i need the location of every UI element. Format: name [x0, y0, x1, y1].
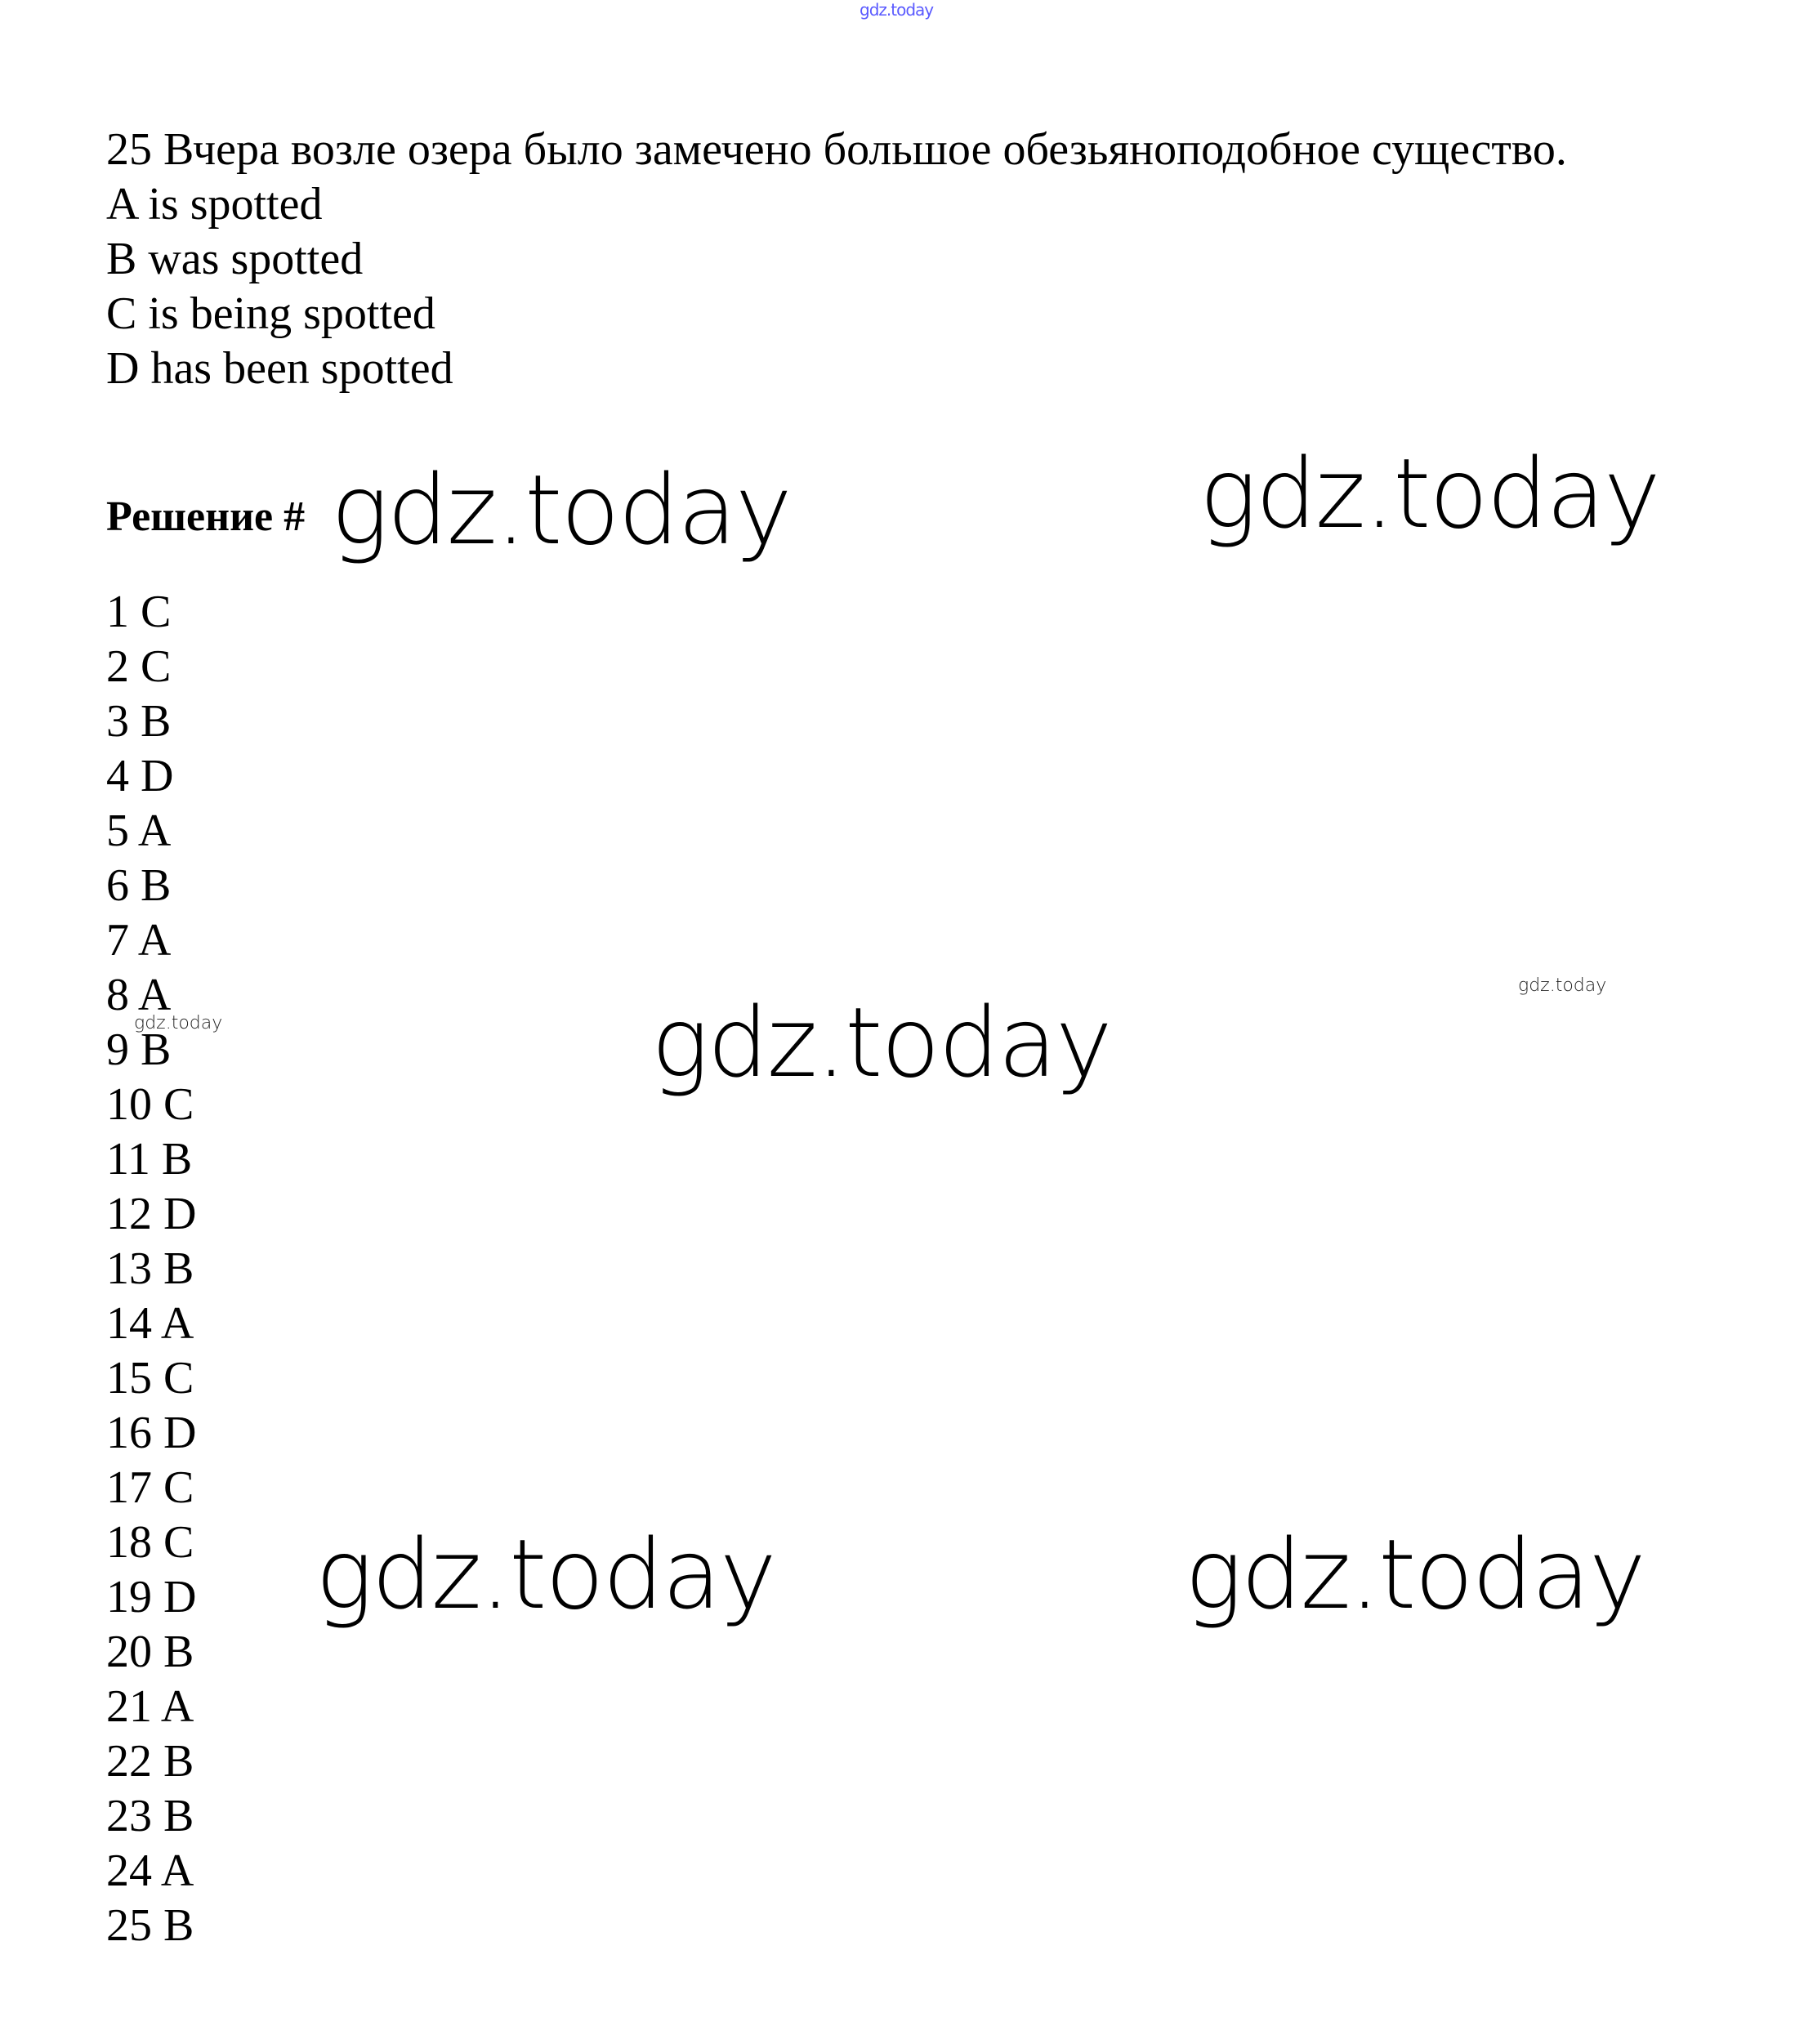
answer-item: 23 B [106, 1791, 194, 1841]
answer-item: 9 B [106, 1024, 172, 1075]
answer-item: 18 C [106, 1517, 194, 1568]
answer-item: 25 B [106, 1900, 194, 1951]
answer-item: 15 C [106, 1353, 194, 1404]
watermark-bottom-left: gdz.today [315, 1518, 775, 1631]
answer-item: 2 C [106, 641, 172, 692]
answer-item: 19 D [106, 1572, 197, 1622]
answer-item: 11 B [106, 1134, 193, 1185]
answer-item: 20 B [106, 1627, 194, 1677]
answer-item: 17 C [106, 1462, 194, 1513]
answer-item: 16 D [106, 1408, 197, 1458]
question-block [106, 123, 1567, 396]
option-d: D has been spotted [106, 343, 453, 394]
answer-item: 8 A [106, 970, 172, 1020]
watermark-small-left: gdz.today [134, 1013, 223, 1033]
answer-item: 13 B [106, 1243, 194, 1294]
answer-item: 21 A [106, 1681, 194, 1732]
answer-item: 22 B [106, 1736, 194, 1787]
option-c: C is being spotted [106, 288, 435, 339]
answer-item: 6 B [106, 860, 172, 911]
watermark-top-right: gdz.today [1199, 437, 1659, 550]
option-a: A is spotted [106, 179, 323, 230]
answer-item: 14 A [106, 1298, 194, 1349]
watermark-center: gdz.today [651, 986, 1111, 1099]
answer-item: 12 D [106, 1189, 197, 1239]
answer-item: 7 A [106, 915, 172, 966]
watermark-bottom-right: gdz.today [1185, 1518, 1645, 1631]
solution-heading: Решение # [106, 493, 306, 540]
answer-item: 10 C [106, 1079, 194, 1130]
answer-item: 5 A [106, 806, 172, 856]
answers-list [106, 585, 196, 1953]
answer-item: 3 B [106, 696, 172, 747]
watermark-top: gdz.today [860, 0, 934, 20]
option-b: B was spotted [106, 234, 364, 284]
watermark-heading-inline: gdz.today [331, 453, 791, 566]
answer-item: 24 A [106, 1845, 194, 1896]
answer-item: 4 D [106, 751, 174, 801]
question-text: 25 Вчера возле озера было замечено большое обезьяноподобное существо. [106, 124, 1567, 175]
answer-item: 1 C [106, 587, 172, 637]
watermark-small-right: gdz.today [1518, 975, 1607, 996]
